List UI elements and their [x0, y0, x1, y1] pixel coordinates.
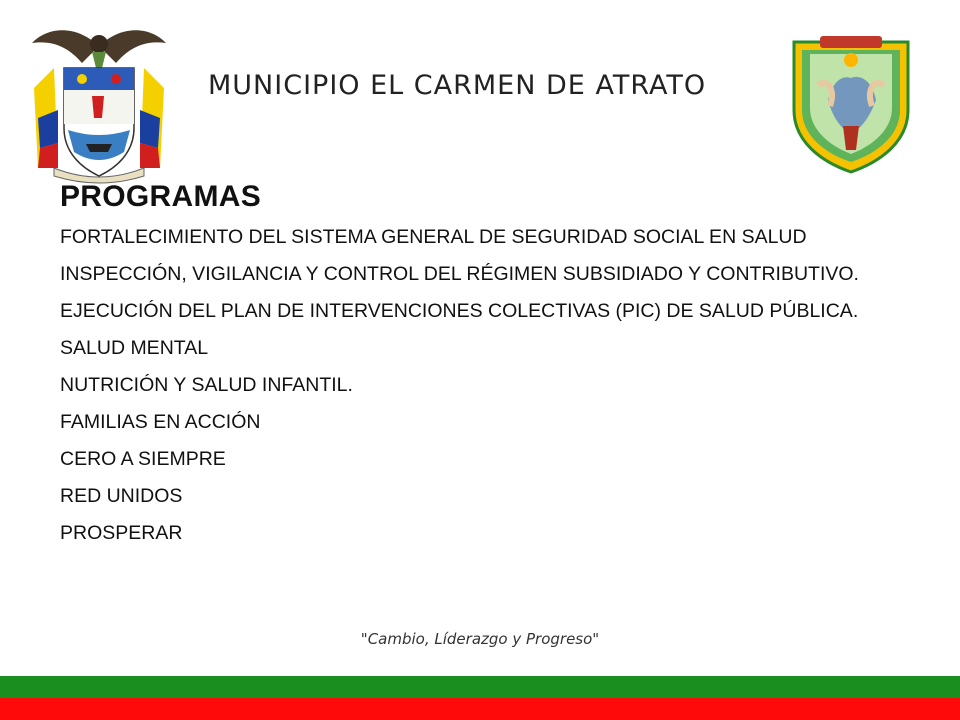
program-item: PROSPERAR: [60, 522, 183, 544]
programs-section: [60, 180, 902, 557]
municipal-shield-icon: [788, 30, 914, 176]
program-item: NUTRICIÓN Y SALUD INFANTIL.: [60, 374, 353, 396]
program-item: SALUD MENTAL: [60, 337, 209, 359]
colombia-coat-of-arms-icon: [24, 18, 174, 186]
program-item: FORTALECIMIENTO DEL SISTEMA GENERAL DE SEGURIDAD SOCIAL EN SALUD: [60, 226, 807, 248]
program-item: EJECUCIÓN DEL PLAN DE INTERVENCIONES COLECTIVAS (PIC) DE SALUD PÚBLICA.: [60, 300, 859, 322]
program-item: FAMILIAS EN ACCIÓN: [60, 411, 261, 433]
program-item: INSPECCIÓN, VIGILANCIA Y CONTROL DEL RÉGIMEN SUBSIDIADO Y CONTRIBUTIVO.: [60, 263, 859, 285]
slogan: "Cambio, Líderazgo y Progreso": [360, 630, 600, 648]
red-stripe: [0, 698, 960, 720]
municipality-title: MUNICIPIO EL CARMEN DE ATRATO: [208, 70, 707, 101]
program-item: CERO A SIEMPRE: [60, 448, 226, 470]
green-stripe: [0, 676, 960, 698]
program-item: RED UNIDOS: [60, 485, 183, 507]
programs-heading: PROGRAMAS: [60, 180, 262, 213]
